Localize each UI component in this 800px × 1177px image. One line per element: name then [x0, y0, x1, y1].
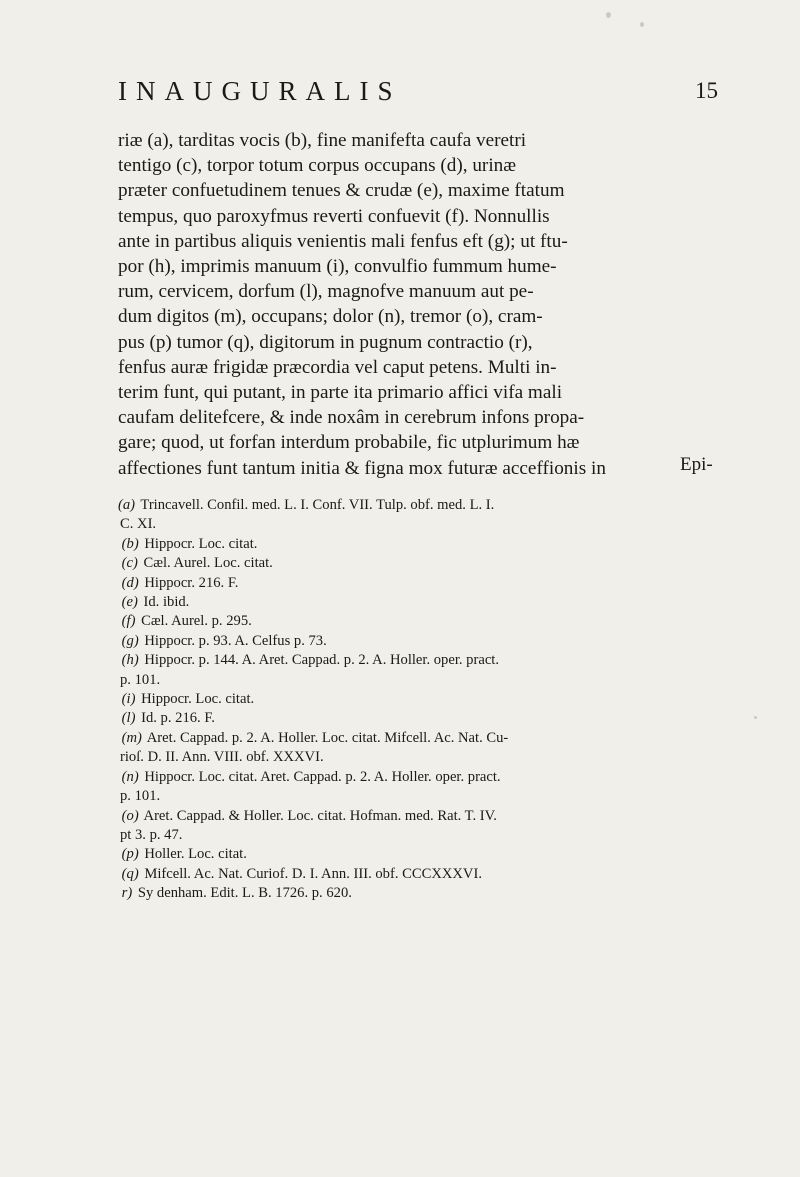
footnote-text: Mifcell. Ac. Nat. Curiof. D. I. Ann. III. obf. CCCXXXVI.	[144, 865, 482, 882]
text-line: fenfus auræ frigidæ præcordia vel caput petens. Multi in-	[118, 356, 557, 378]
footnote-mark: (o)	[121, 807, 139, 824]
footnote	[118, 865, 721, 884]
footnote-text: Hippocr. p. 144. A. Aret. Cappad. p. 2. A. Holler. oper. pract.	[144, 652, 499, 669]
paper-speck	[606, 12, 611, 18]
footnote	[118, 496, 721, 515]
text-line: ante in partibus aliquis venientis mali fenfus eft (g); ut ftu-	[118, 230, 568, 252]
catchword: Epi-	[680, 454, 713, 475]
text-line: pus (p) tumor (q), digitorum in pugnum contractio (r),	[118, 331, 533, 353]
footnote	[118, 768, 721, 787]
footnote-mark: (b)	[121, 535, 139, 552]
footnote	[118, 787, 721, 806]
footnote-text: Hippocr. 216. F.	[144, 574, 239, 591]
footnote-mark: (h)	[121, 652, 139, 669]
footnote-text: Aret. Cappad. & Holler. Loc. citat. Hofman. med. Rat. T. IV.	[143, 807, 497, 824]
text-line: rum, cervicem, dorfum (l), magnofve manuum aut pe-	[118, 281, 534, 303]
footnote-text: p. 101.	[120, 788, 161, 805]
page-header	[118, 76, 718, 112]
footnote-mark: (l)	[121, 710, 136, 727]
footnote-text: Trincavell. Confil. med. L. I. Conf. VII. Tulp. obf. med. L. I.	[140, 497, 495, 513]
footnote	[118, 651, 721, 670]
footnote	[118, 690, 721, 709]
footnote	[118, 671, 721, 690]
footnotes	[118, 496, 721, 904]
footnote-mark: (p)	[121, 846, 139, 863]
footnote	[118, 884, 721, 903]
footnote-mark: (g)	[121, 632, 139, 649]
footnote-text: C. XI.	[120, 516, 157, 533]
footnote-text: Hippocr. Loc. citat.	[144, 535, 258, 552]
footnote-mark: (i)	[121, 691, 136, 708]
footnote-text: Hippocr. Loc. citat.	[141, 691, 255, 708]
text-line: riæ (a), tarditas vocis (b), fine manifefta caufa veretri	[118, 130, 527, 151]
footnote	[118, 535, 721, 554]
footnote-mark: (a)	[118, 497, 136, 513]
text-line: affectiones funt tantum initia & figna mox futuræ acceffionis in	[118, 457, 606, 479]
footnote-text: Id. p. 216. F.	[141, 710, 215, 727]
text-line: præter confuetudinem tenues & crudæ (e), maxime ftatum	[118, 180, 565, 202]
paper-speck	[754, 716, 757, 719]
footnote	[118, 593, 721, 612]
footnote-text: Hippocr. Loc. citat. Aret. Cappad. p. 2. A. Holler. oper. pract.	[144, 768, 501, 785]
footnote	[118, 709, 721, 728]
footnote	[118, 826, 721, 845]
footnote-mark: r)	[121, 885, 133, 902]
text-line: gare; quod, ut forfan interdum probabile, fic utplurimum hæ	[118, 432, 580, 454]
footnote	[118, 748, 721, 767]
footnote-mark: (q)	[121, 865, 139, 882]
text-line: caufam delitefcere, & inde noxâm in cerebrum infons propa-	[118, 407, 585, 429]
footnote	[118, 845, 721, 864]
running-title: INAUGURALIS	[118, 76, 402, 106]
text-line: dum digitos (m), occupans; dolor (n), tremor (o), cram-	[118, 306, 543, 328]
footnote-text: rioſ. D. II. Ann. VIII. obf. XXXVI.	[120, 749, 324, 766]
paper-speck	[640, 22, 644, 27]
footnote	[118, 554, 721, 573]
footnote-mark: (m)	[121, 729, 142, 746]
footnote-text: pt 3. p. 47.	[120, 826, 183, 843]
footnote	[118, 612, 721, 631]
footnote-mark: (c)	[121, 555, 138, 572]
footnote-text: Cæl. Aurel. p. 295.	[141, 613, 252, 630]
text-line: terim funt, qui putant, in parte ita primario affici vifa mali	[118, 382, 563, 404]
text-line: por (h), imprimis manuum (i), convulfio fummum hume-	[118, 256, 557, 278]
footnote	[118, 515, 721, 534]
text-line: tentigo (c), torpor totum corpus occupans (d), urinæ	[118, 155, 517, 177]
footnote	[118, 574, 721, 593]
footnote-text: Id. ibid.	[143, 594, 190, 611]
footnote-text: Hippocr. p. 93. A. Celfus p. 73.	[144, 632, 327, 649]
footnote-text: Holler. Loc. citat.	[144, 846, 247, 863]
footnote-text: p. 101.	[120, 671, 161, 688]
text-line: tempus, quo paroxyfmus reverti confuevit (f). Nonnullis	[118, 205, 550, 227]
footnote-mark: (n)	[121, 768, 139, 785]
footnote-mark: (d)	[121, 574, 139, 591]
footnote-text: Aret. Cappad. p. 2. A. Holler. Loc. citat. Mifcell. Ac. Nat. Cu-	[146, 729, 509, 746]
footnote	[118, 729, 721, 748]
main-text	[118, 128, 721, 481]
footnote-mark: (f)	[121, 613, 136, 630]
footnote	[118, 807, 721, 826]
page-number: 15	[695, 78, 718, 103]
footnote-text: Sy denham. Edit. L. B. 1726. p. 620.	[137, 885, 352, 902]
footnote-text: Cæl. Aurel. Loc. citat.	[143, 555, 273, 572]
footnote	[118, 632, 721, 651]
footnote-mark: (e)	[121, 594, 138, 611]
